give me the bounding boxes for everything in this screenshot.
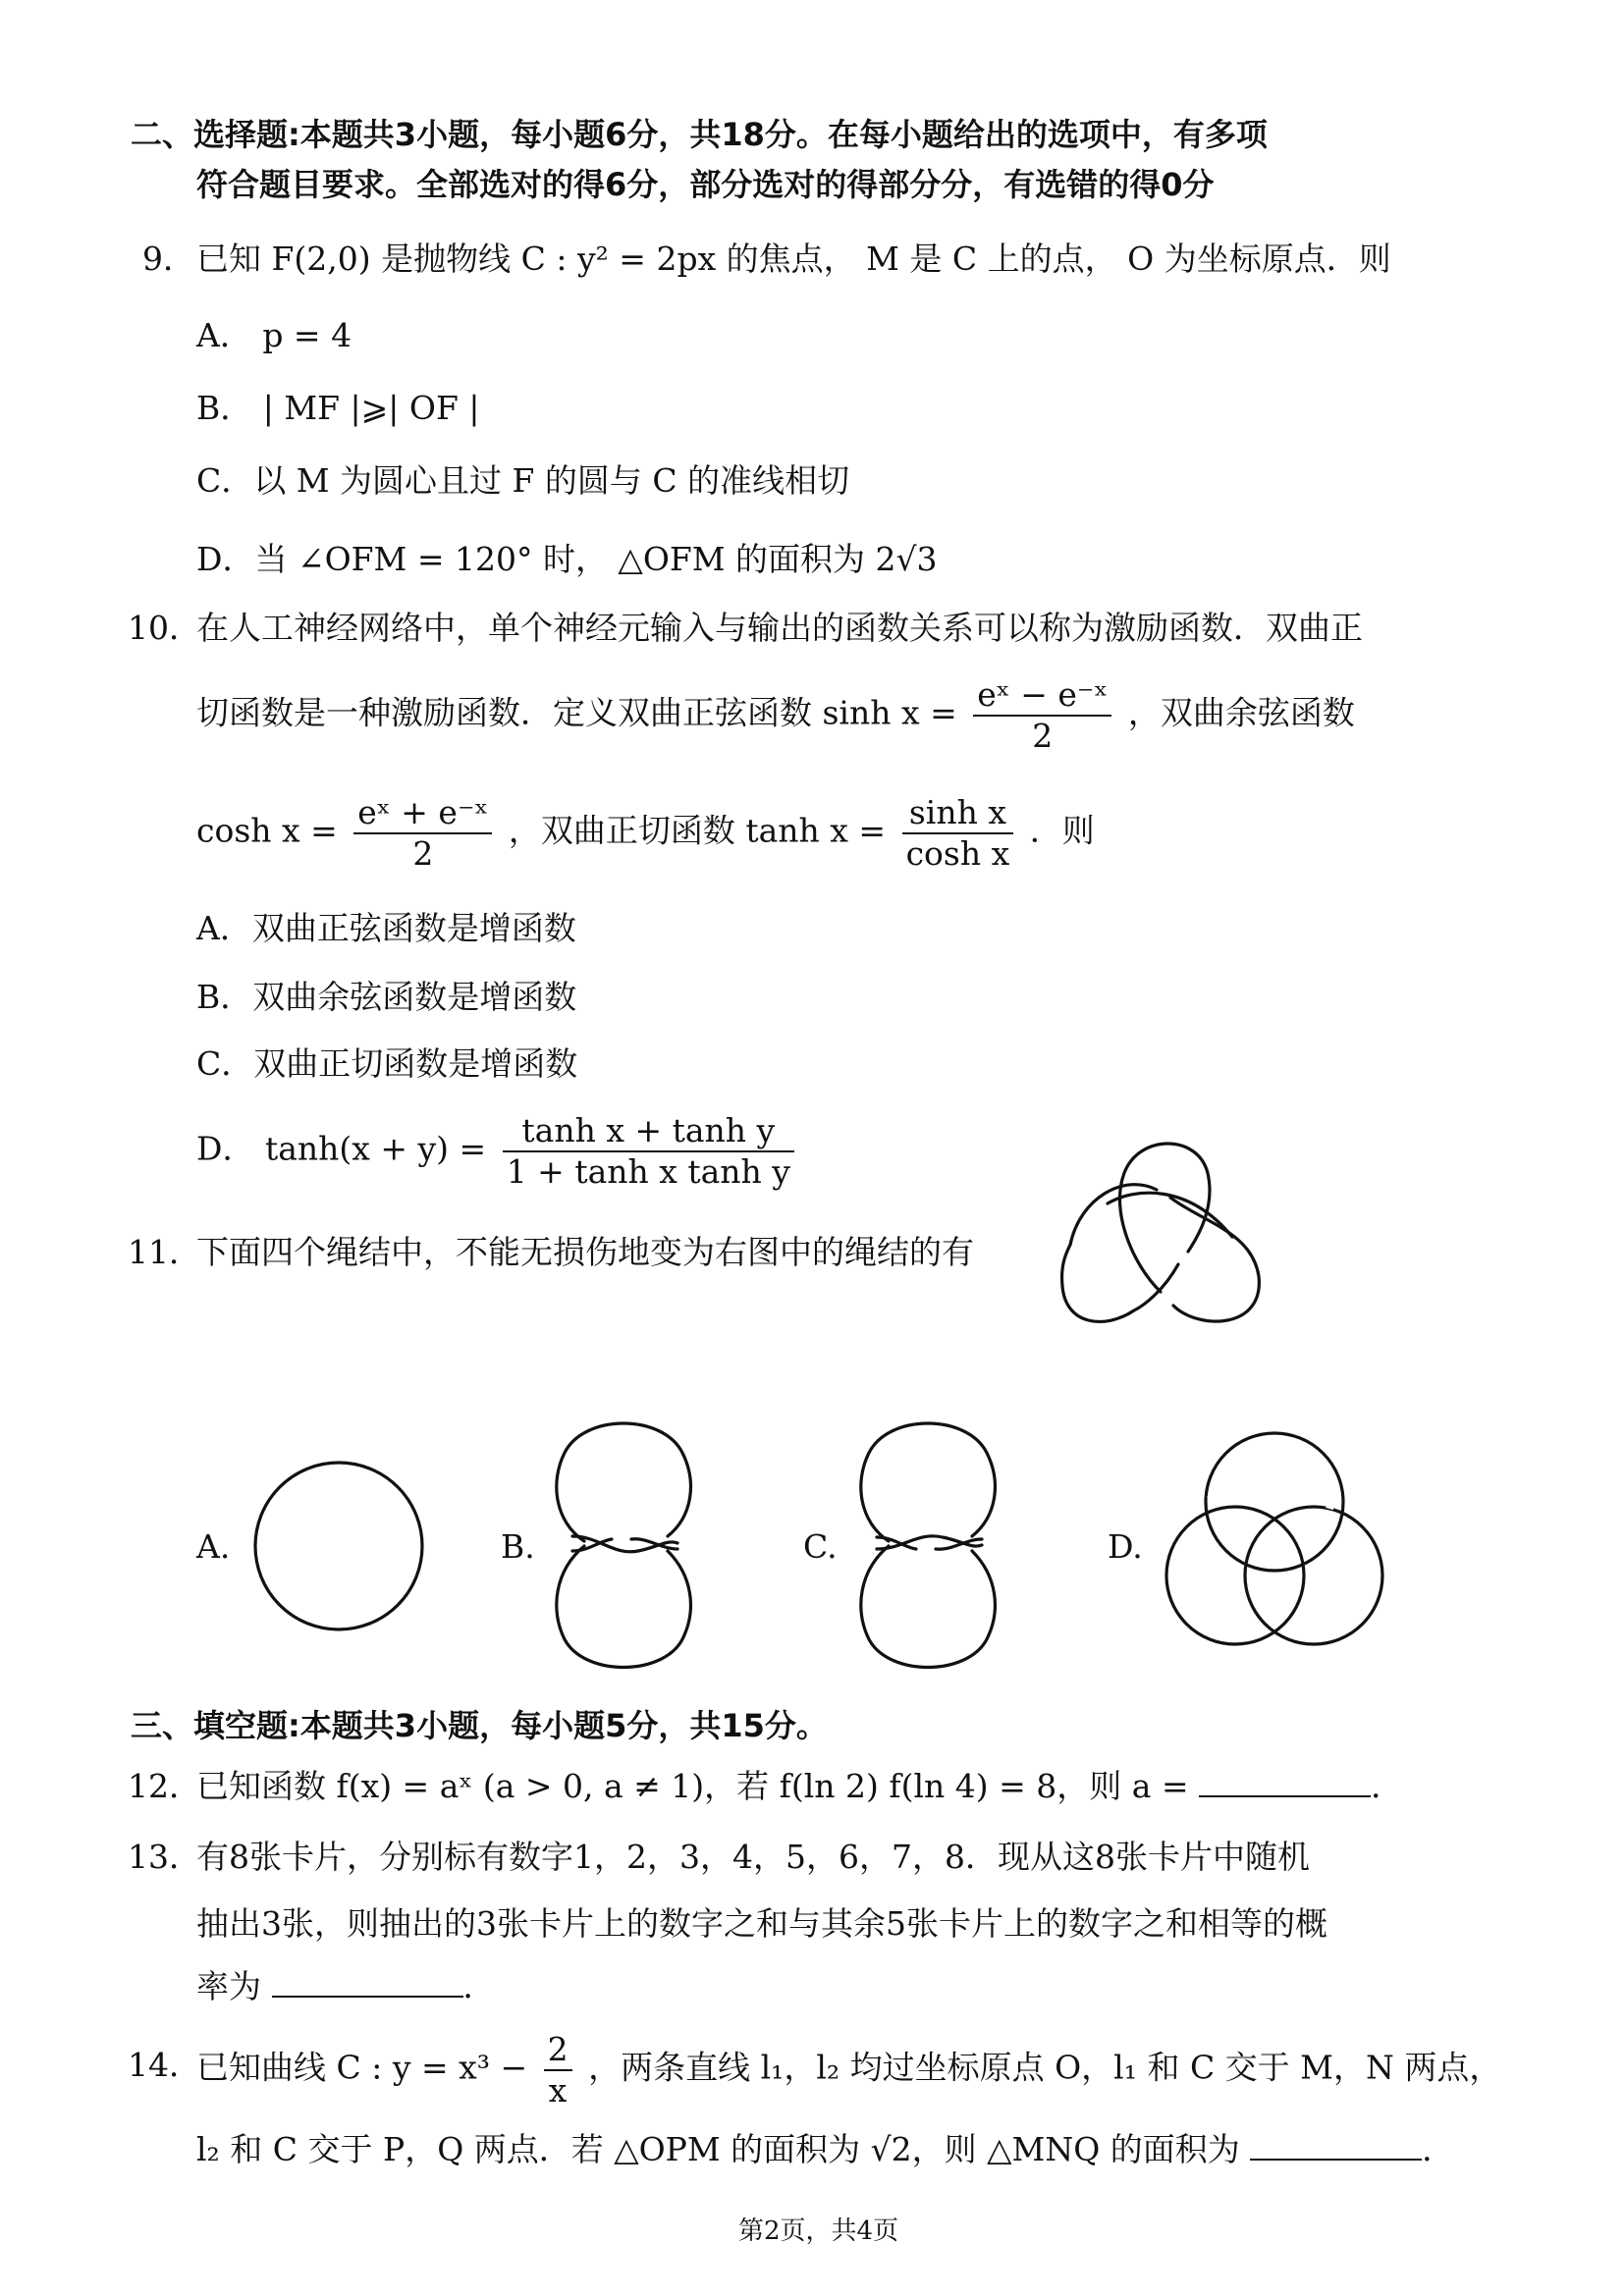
tanh-denominator: cosh x (905, 833, 1010, 873)
q14-line1-suffix: ，两条直线 l₁，l₂ 均过坐标原点 O，l₁ 和 C 交于 M，N 两点， (588, 2048, 1502, 2087)
q9-number: 9． (142, 240, 195, 278)
q13-end: ． (462, 1967, 496, 2005)
q9-option-b: B． | MF |⩾| OF | (196, 389, 480, 427)
q14-line2 (196, 2130, 1454, 2169)
q10-line1: 在人工神经网络中，单个神经元输入与输出的函数关系可以称为激励函数．双曲正 (196, 609, 1363, 647)
trefoil-knot-figure (1041, 1129, 1286, 1355)
q14-frac-numerator: 2 (544, 2030, 572, 2071)
q9-option-a: A． p = 4 (196, 316, 352, 354)
q12-end: ． (1371, 1767, 1404, 1805)
q10-line2-suffix: ，双曲余弦函数 (1127, 693, 1355, 732)
q10-line3-mid: ，双曲正切函数 tanh x = (508, 811, 887, 850)
q14-frac-denominator: x (548, 2070, 568, 2109)
cosh-denominator: 2 (412, 833, 434, 873)
q10-line3-suffix: ．则 (1029, 811, 1095, 850)
q13-number: 13． (128, 1838, 201, 1876)
q9-option-c: C．以 M 为圆心且过 F 的圆与 C 的准线相切 (196, 461, 850, 500)
knot-option-b-figure (545, 1414, 702, 1679)
q10-option-d-lhs: tanh(x + y) = (264, 1129, 487, 1168)
q10-option-c: C．双曲正切函数是增函数 (196, 1044, 578, 1083)
sinh-fraction (973, 675, 1111, 755)
q14-answer-blank[interactable] (1250, 2131, 1422, 2161)
q13-line2: 抽出3张，则抽出的3张卡片上的数字之和与其余5张卡片上的数字之和相等的概 (196, 1904, 1327, 1943)
q11-stem: 下面四个绳结中，不能无损伤地变为右图中的绳结的有 (196, 1233, 974, 1271)
sinh-numerator: eˣ − e⁻ˣ (973, 675, 1111, 717)
q14-end: ． (1422, 2130, 1455, 2168)
q11-option-c-label: C. (803, 1527, 838, 1566)
tanh-sum-numerator: tanh x + tanh y (503, 1111, 794, 1152)
sinh-denominator: 2 (1032, 716, 1054, 755)
knot-option-a-figure (245, 1453, 432, 1639)
q11-option-b-label: B. (501, 1527, 535, 1566)
cosh-fraction (353, 793, 492, 873)
q14-fraction (544, 2030, 572, 2109)
q10-option-d (196, 1111, 800, 1191)
tanh-sum-denominator: 1 + tanh x tanh y (506, 1151, 790, 1191)
cosh-numerator: eˣ + e⁻ˣ (353, 793, 492, 834)
q11-option-a-label: A. (196, 1527, 231, 1566)
q11-option-d-label: D. (1108, 1527, 1143, 1566)
tanh-sum-fraction (503, 1111, 794, 1191)
q9-option-d: D．当 ∠OFM = 120° 时， △OFM 的面积为 2√3 (196, 540, 938, 578)
q10-option-d-label: D． (196, 1129, 255, 1168)
knot-option-d-figure (1157, 1428, 1392, 1664)
q10-line2 (196, 675, 1355, 755)
tanh-numerator: sinh x (902, 793, 1014, 834)
q11-number: 11． (128, 1233, 201, 1271)
q14-prefix: 已知曲线 C : y = x³ − (196, 2048, 528, 2087)
q10-option-a: A．双曲正弦函数是增函数 (196, 909, 576, 947)
q9-stem: 已知 F(2,0) 是抛物线 C : y² = 2px 的焦点， M 是 C 上的点， O 为坐标原点．则 (196, 240, 1391, 278)
q10-line2-prefix: 切函数是一种激励函数．定义双曲正弦函数 sinh x = (196, 693, 957, 732)
cosh-prefix: cosh x = (196, 811, 338, 850)
q12-number: 12． (128, 1767, 201, 1805)
q12-line (196, 1767, 1403, 1806)
section2-heading-line1: 二、选择题:本题共3小题，每小题6分，共18分。在每小题给出的选项中，有多项 (131, 116, 1268, 153)
q14-line1 (196, 2030, 1501, 2109)
q10-option-b: B．双曲余弦函数是增函数 (196, 978, 577, 1016)
q12-text: 已知函数 f(x) = aˣ (a > 0, a ≠ 1)，若 f(ln 2) f(ln 4) = 8，则 a = (196, 1767, 1189, 1805)
q14-line2-text: l₂ 和 C 交于 P，Q 两点．若 △OPM 的面积为 √2，则 △MNQ 的面积为 (196, 2130, 1240, 2168)
q13-line1: 有8张卡片，分别标有数字1，2，3，4，5，6，7，8．现从这8张卡片中随机 (196, 1838, 1310, 1876)
q13-line3 (196, 1967, 496, 2006)
section3-heading: 三、填空题:本题共3小题，每小题5分，共15分。 (131, 1707, 828, 1744)
tanh-fraction (902, 793, 1014, 873)
q13-answer-blank[interactable] (272, 1968, 463, 1998)
knot-option-c-figure (849, 1414, 1006, 1679)
q14-number: 14． (128, 2046, 201, 2084)
q10-number: 10． (128, 609, 201, 647)
q12-answer-blank[interactable] (1199, 1768, 1371, 1797)
section2-heading-line2: 符合题目要求。全部选对的得6分，部分选对的得部分分，有选错的得0分 (196, 166, 1215, 203)
q10-line3 (196, 793, 1095, 873)
page-number: 第2页，共4页 (738, 2216, 899, 2246)
q13-line3-text: 率为 (196, 1967, 261, 2005)
